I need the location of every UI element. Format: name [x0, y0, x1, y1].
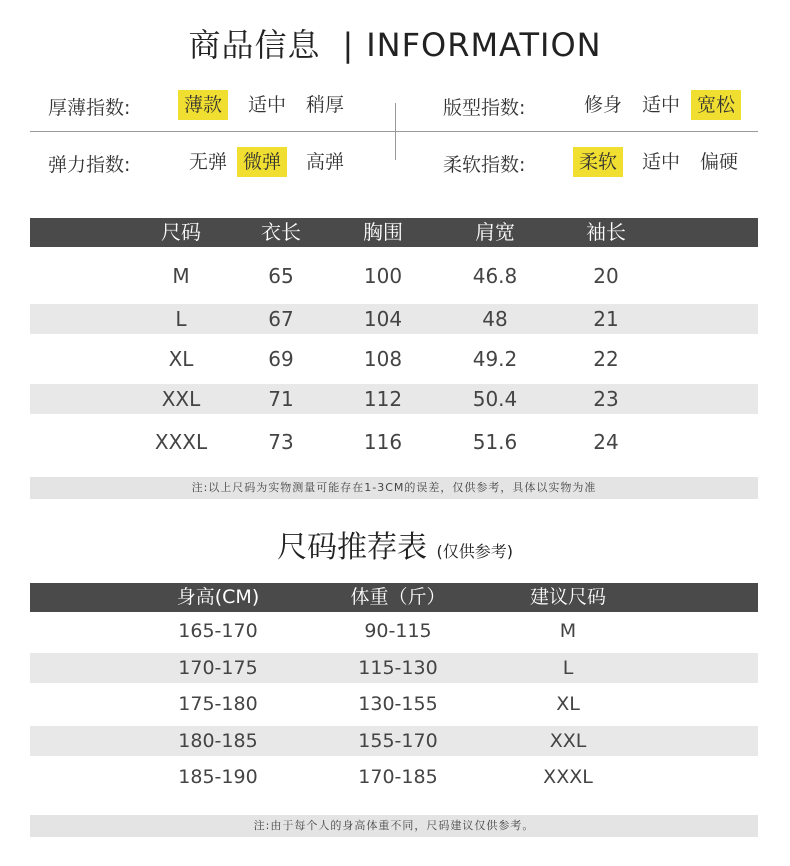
size-table-header: [30, 218, 758, 247]
table-cell: M: [559, 620, 577, 642]
attr-label: 柔软指数:: [443, 154, 526, 176]
table-row: [30, 653, 758, 683]
table-cell: 112: [363, 387, 403, 411]
table-cell: 67: [268, 307, 294, 331]
attr-divider-horizontal: [30, 131, 758, 132]
attr-softness: [395, 147, 790, 179]
table-cell: 21: [593, 307, 619, 331]
table-cell: 185-190: [178, 766, 258, 788]
table-cell: L: [562, 657, 574, 679]
attr-option-selected: 微弹: [237, 147, 287, 177]
recommend-table-note: 注:由于每个人的身高体重不同，尺码建议仅供参考。: [30, 815, 758, 837]
size-table-note: 注:以上尺码为实物测量可能存在1-3CM的误差，仅供参考，具体以实物为准: [30, 477, 758, 499]
recommend-title-note: (仅供参考): [436, 542, 514, 561]
table-cell: 73: [268, 430, 294, 454]
table-row: [30, 616, 758, 647]
size-table-col: 肩宽: [475, 220, 515, 244]
table-row: [30, 343, 758, 376]
table-cell: XXL: [161, 387, 201, 411]
recommend-table-header: [30, 583, 758, 612]
attr-option-selected: 柔软: [573, 147, 623, 177]
attr-label: 厚薄指数:: [48, 97, 131, 119]
attr-option: 适中: [248, 94, 287, 116]
table-cell: 51.6: [472, 430, 518, 454]
attr-option-selected: 薄款: [178, 90, 228, 120]
table-cell: 108: [363, 347, 403, 371]
attr-option: 稍厚: [306, 94, 345, 116]
table-cell: 165-170: [178, 620, 258, 642]
table-cell: XL: [168, 347, 194, 371]
recommend-table-col: 体重（斤）: [350, 586, 446, 608]
attr-elasticity: [0, 147, 395, 179]
recommend-title-text: 尺码推荐表: [276, 530, 427, 565]
table-cell: 65: [268, 264, 294, 288]
table-cell: 170-175: [178, 657, 258, 679]
table-cell: XXL: [549, 730, 587, 752]
title-cn: 商品信息: [188, 26, 321, 64]
attr-option: 适中: [642, 94, 681, 116]
attr-option: 无弹: [189, 151, 228, 173]
table-row: [30, 762, 758, 793]
attr-label: 弹力指数:: [48, 154, 131, 176]
table-row: [30, 726, 758, 756]
recommend-title: [0, 522, 790, 566]
table-row: [30, 426, 758, 459]
table-cell: 180-185: [178, 730, 258, 752]
table-row: [30, 384, 758, 414]
attr-option: 高弹: [306, 151, 345, 173]
table-cell: 24: [593, 430, 619, 454]
title-en: INFORMATION: [366, 26, 602, 64]
table-cell: 23: [593, 387, 619, 411]
recommend-table-col: 身高(CM): [176, 586, 260, 608]
attr-label: 版型指数:: [443, 97, 526, 119]
table-cell: XXXL: [154, 430, 208, 454]
table-cell: 49.2: [472, 347, 518, 371]
table-row: [30, 689, 758, 720]
table-cell: 155-170: [358, 730, 438, 752]
table-cell: 50.4: [472, 387, 518, 411]
title-separator: |: [342, 26, 355, 64]
attr-option-selected: 宽松: [691, 90, 741, 120]
attr-thickness: [0, 90, 395, 122]
table-row: [30, 304, 758, 334]
attr-option: 适中: [642, 151, 681, 173]
table-cell: 22: [593, 347, 619, 371]
table-cell: 46.8: [472, 264, 518, 288]
table-cell: 104: [363, 307, 403, 331]
size-table-col: 袖长: [586, 220, 626, 244]
table-cell: L: [175, 307, 187, 331]
table-cell: 71: [268, 387, 294, 411]
size-table-col: 衣长: [261, 220, 301, 244]
table-cell: 90-115: [364, 620, 432, 642]
table-row: [30, 260, 758, 293]
table-cell: 69: [268, 347, 294, 371]
size-table-col: 胸围: [363, 220, 403, 244]
table-cell: 20: [593, 264, 619, 288]
table-cell: 170-185: [358, 766, 438, 788]
size-table-col: 尺码: [161, 220, 201, 244]
table-cell: M: [172, 264, 190, 288]
table-cell: 130-155: [358, 693, 438, 715]
table-cell: 175-180: [178, 693, 258, 715]
attr-option: 修身: [584, 94, 623, 116]
recommend-table-col: 建议尺码: [529, 586, 606, 608]
table-cell: 116: [363, 430, 403, 454]
attr-option: 偏硬: [700, 151, 739, 173]
table-cell: 115-130: [358, 657, 438, 679]
table-cell: 100: [363, 264, 403, 288]
table-cell: XXXL: [543, 766, 593, 788]
table-cell: XL: [556, 693, 580, 715]
page-title: [0, 20, 790, 66]
attr-fit: [395, 90, 790, 122]
table-cell: 48: [482, 307, 508, 331]
